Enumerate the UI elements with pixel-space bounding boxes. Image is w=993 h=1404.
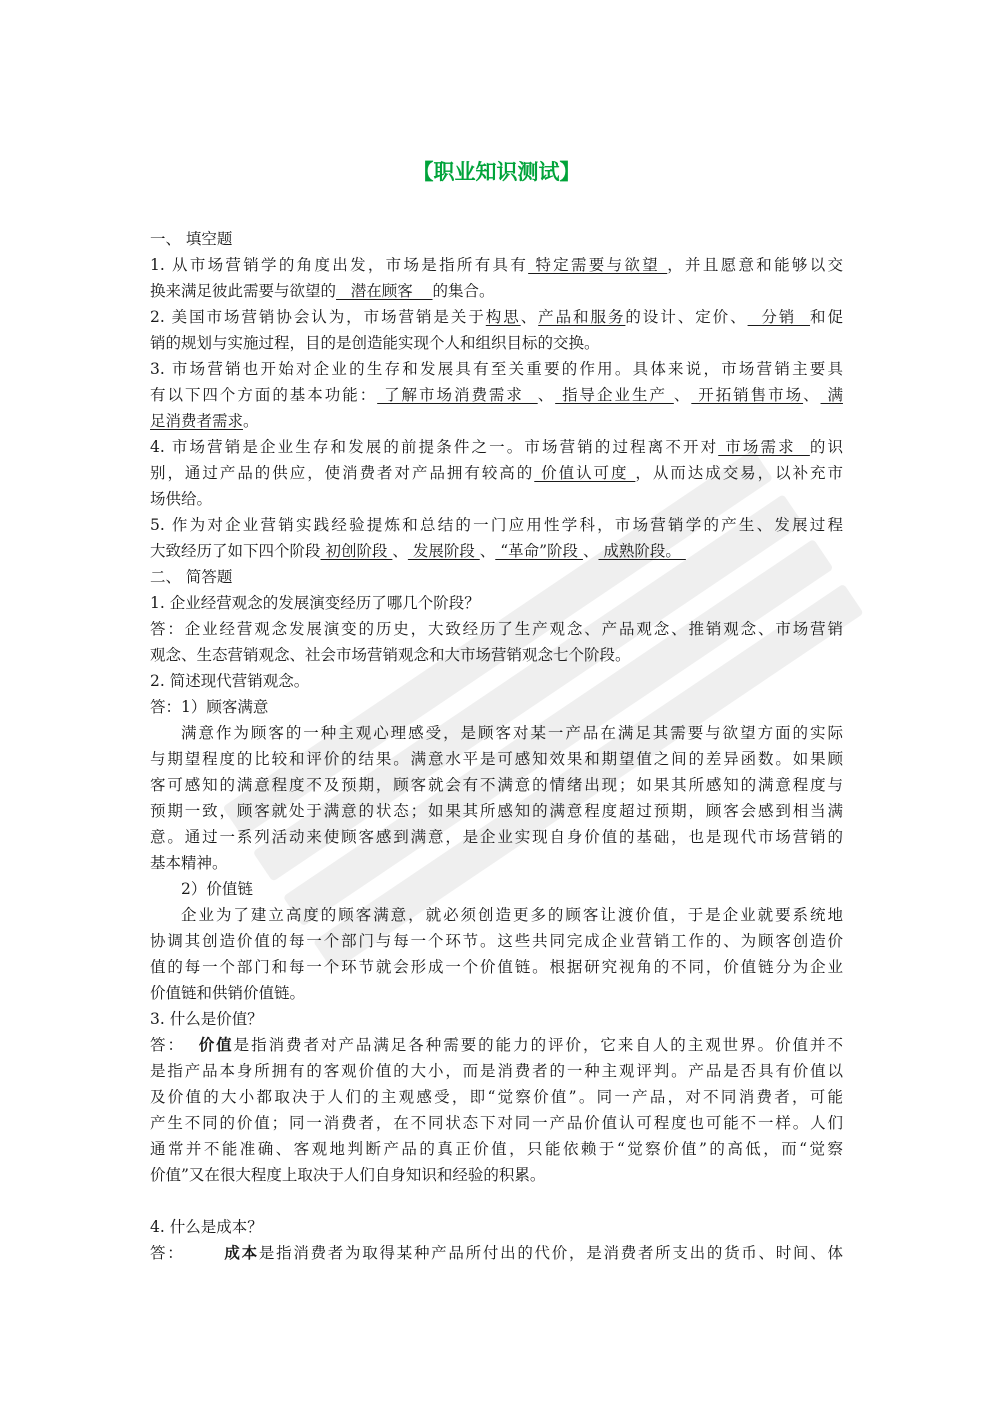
answer-blank: 分销 (747, 308, 811, 326)
text: 、 (582, 542, 599, 560)
short-question-4: 4. 什么是成本？ (150, 1218, 263, 1236)
text: 是指消费者为取得某种产品所付出的代价，是消费者所支出的货币、时间、体 (258, 1244, 843, 1262)
answer-label: 答： (150, 1244, 225, 1262)
answer-blank: 了解市场消费需求 (377, 386, 538, 404)
question-1-line-2 (150, 278, 843, 304)
short-question-2: 2. 简述现代营销观念。 (150, 672, 310, 690)
text: 1. 从市场营销学的角度出发，市场是指所有具有 (150, 256, 529, 274)
document-body (150, 226, 843, 1266)
text: 、 (392, 542, 408, 560)
answer-3-line: 及价值的大小都取决于人们的主观感受，即“觉察价值”。同一产品，对不同消费者，可能 (150, 1088, 843, 1106)
text: 、 (520, 308, 539, 326)
term-bold: 成本 (224, 1243, 259, 1262)
answer-blank: 成熟阶段。 (598, 542, 686, 560)
answer-blank: 发展阶段 (407, 542, 480, 560)
text: 的识 (809, 438, 843, 456)
answer-blank: 满 (820, 386, 843, 404)
text: 、 (537, 386, 556, 404)
answer-2-para-1-line: 预期一致，顾客就处于满意的状态；如果其所感知的满意程度超过预期，顾客会感到相当满 (150, 802, 843, 820)
answer-blank: 指导企业生产 (555, 386, 674, 404)
answer-blank: 市场需求 (718, 438, 810, 456)
answer-2-para-2-line: 价值链和供销价值链。 (150, 984, 306, 1002)
answer-blank: 初创阶段 (320, 542, 393, 560)
text: 的设计、定价、 (625, 308, 748, 326)
text: 和促 (810, 308, 843, 326)
answer-2-para-1-line: 意。通过一系列活动来使顾客感到满意，是企业实现自身价值的基础，也是现代市场营销的 (150, 828, 843, 846)
text: 有以下四个方面的基本功能： (150, 386, 378, 404)
text: 的集合。 (432, 282, 495, 300)
text: 是指消费者对产品满足各种需要的能力的评价，它来自人的主观世界。价值并不 (233, 1036, 843, 1054)
answer-2-para-2-line: 值的每一个部门和每一个环节就会形成一个价值链。根据研究视角的不同，价值链分为企业 (150, 958, 843, 976)
question-2-line-2: 销的规划与实施过程，目的是创造能实现个人和组织目标的交换。 (150, 334, 600, 352)
text: 、 (803, 386, 821, 404)
short-question-1: 1. 企业经营观念的发展演变经历了哪几个阶段？ (150, 594, 480, 612)
answer-3-line-1 (150, 1032, 843, 1058)
answer-2-para-2-line: 企业为了建立高度的顾客满意，就必须创造更多的顾客让渡价值，于是企业就要系统地 (181, 906, 843, 924)
answer-blank: 开拓销售市场 (691, 386, 804, 404)
blank-line (150, 1188, 843, 1214)
answer-blank: 产品和服务 (538, 308, 626, 326)
section-heading-fill-blank: 一、 填空题 (150, 230, 233, 248)
question-3-line-1: 3. 市场营销也开始对企业的生存和发展具有至关重要的作用。具体来说，市场营销主要具 (150, 360, 843, 378)
answer-blank: 构思 (485, 308, 521, 326)
question-1-line-1 (150, 252, 843, 278)
text: ，从而达成交易，以补充市 (635, 464, 843, 482)
text: 别，通过产品的供应，使消费者对产品拥有较高的 (150, 464, 535, 482)
page-title: 【职业知识测试】 (412, 160, 581, 184)
question-3-line-2 (150, 382, 843, 408)
answer-4-line-1 (150, 1240, 843, 1266)
text: 换来满足彼此需要与欲望的 (150, 282, 337, 300)
answer-2-para-1-line: 与期望程度的比较和评价的结果。满意水平是可感知效果和期望值之间的差异函数。如果顾 (150, 750, 843, 768)
answer-blank: 潜在顾客 (336, 282, 433, 300)
question-2-line-1 (150, 304, 843, 330)
answer-2-heading-1: 答：1）顾客满意 (150, 698, 269, 716)
question-5-line-2 (150, 538, 843, 564)
short-question-3: 3. 什么是价值？ (150, 1010, 263, 1028)
question-4-line-3: 场供给。 (150, 490, 213, 508)
answer-blank: 价值认可度 (534, 464, 636, 482)
answer-2-para-1-line: 基本精神。 (150, 854, 228, 872)
answer-2-para-2-line: 协调其创造价值的每一个部门与每一个环节。这些共同完成企业营销工作的、为顾客创造价 (150, 932, 843, 950)
answer-blank: “革命”阶段 (495, 542, 583, 560)
text: ，并且愿意和能够以交 (667, 256, 843, 274)
text: 。 (243, 412, 259, 430)
answer-1-line-1: 答：企业经营观念发展演变的历史，大致经历了生产观念、产品观念、推销观念、市场营销 (150, 620, 843, 638)
text: 2. 美国市场营销协会认为，市场营销是关于 (150, 308, 486, 326)
answer-3-line: 价值”又在很大程度上取决于人们自身知识和经验的积累。 (150, 1166, 546, 1184)
question-5-line-1: 5. 作为对企业营销实践经验提炼和总结的一门应用性学科，市场营销学的产生、发展过程 (150, 516, 843, 534)
answer-blank: 特定需要与欲望 (528, 256, 668, 274)
answer-3-line: 是指产品本身所拥有的客观价值的大小，而是消费者的一种主观评判。产品是否具有价值以 (150, 1062, 843, 1080)
answer-2-heading-2: 2）价值链 (181, 880, 253, 898)
text: 、 (673, 386, 692, 404)
answer-2-para-1-line: 客可感知的满意程度不及预期，顾客就会有不满意的情绪出现；如果其所感知的满意程度与 (150, 776, 843, 794)
answer-blank: 足消费者需求 (150, 412, 244, 430)
answer-3-line: 通常并不能准确、客观地判断产品的真正价值，只能依赖于“觉察价值”的高低，而“觉察 (150, 1140, 843, 1158)
text: 大致经历了如下四个阶段 (150, 542, 321, 560)
question-3-line-3 (150, 408, 843, 434)
text: 、 (479, 542, 496, 560)
answer-2-para-1-line: 满意作为顾客的一种主观心理感受，是顾客对某一产品在满足其需要与欲望方面的实际 (181, 724, 843, 742)
text: 4. 市场营销是企业生存和发展的前提条件之一。市场营销的过程离不开对 (150, 438, 719, 456)
term-bold: 价值 (198, 1035, 234, 1054)
answer-3-line: 产生不同的价值；同一消费者，在不同状态下对同一产品价值认可程度也可能不一样。人们 (150, 1114, 843, 1132)
question-4-line-1 (150, 434, 843, 460)
answer-1-line-2: 观念、生态营销观念、社会市场营销观念和大市场营销观念七个阶段。 (150, 646, 631, 664)
question-4-line-2 (150, 460, 843, 486)
section-heading-short-answer: 二、 简答题 (150, 568, 233, 586)
answer-label: 答： (150, 1036, 199, 1054)
